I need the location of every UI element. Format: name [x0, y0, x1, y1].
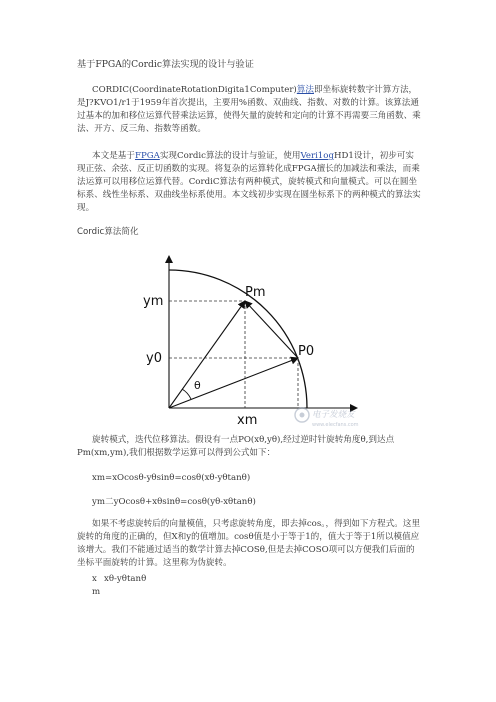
overview-text-rest: HD1设计，初步可实现正弦、余弦、反正切函数的实现。将复杂的运算转化成FPGA擅长的加减法和乘法，而乘法运算可以用移位运算代替。CordiC算法有两种模式，旋转模式和向量模式。可以在圆坐标系、线性坐标系、双曲线坐标系使用。本文线初步实现在圆坐标系下的两种模式的算法实现。: [77, 151, 421, 213]
equation-subscript-m: m: [92, 587, 101, 597]
arc-quarter-circle: [169, 270, 307, 408]
intro-text-rest: 即坐标旋转数字计算方法，是J?KVO1/r1于1959年首次提出，主要用%函数、双曲线、指数、对数的计算。该算法通过基本的加和移位运算代替乘法运算，使得矢量的旋转和定向的计算不再需要三角函数、乘法、开方、反三角、指数等函数。: [77, 85, 421, 134]
pseudo-rotation-paragraph: 如果不考虑旋转后的向量模值，只考虑旋转角度，即去掉cos。，得到如下方程式。这里旋转的角度的正确的，但X和y的值增加。cosθ值是小于等于1的，值大于等于1所以模值应该增大。我们不能通过适当的数学计算去掉COSθ,但是去掉COSO项可以方便我们后面的坐标平面旋转的计算。这里称为伪旋转。: [77, 519, 421, 568]
label-p0: P0: [298, 344, 315, 359]
vector-o0: [169, 358, 298, 408]
label-theta: θ: [194, 379, 201, 392]
rotation-diagram: [135, 250, 375, 430]
equation-ym: ym二yOcosθ+xθsinθ=cosθ(yθ-xθtanθ): [92, 497, 256, 507]
vector-0m: [245, 301, 298, 358]
section-heading: Cordic算法简化: [77, 227, 139, 237]
watermark-cn: 电子发烧友: [312, 410, 355, 420]
equation-expression: xθ-yθtanθ: [104, 574, 147, 584]
angle-arc: [182, 389, 191, 399]
label-xm: xm: [237, 413, 258, 428]
verilog-link[interactable]: Veri1og: [300, 151, 334, 161]
watermark-en: www.elecfans.com: [312, 422, 359, 428]
overview-text-prefix: 本文是基于: [92, 151, 135, 161]
overview-paragraph: [77, 150, 422, 215]
label-pm: Pm: [245, 285, 266, 300]
pseudo-rotation-subscript-line: [77, 586, 422, 599]
rotation-mode-paragraph: 旋转模式，迭代位移算法。假设有一点PO(xθ,yθ),经过逆时针旋转角度θ,到达点Pm(xm,ym),我们根据数学运算可以得到公式如下：: [77, 435, 395, 458]
vector-om: [169, 301, 245, 408]
algorithm-link[interactable]: 算法: [296, 85, 314, 95]
label-y0: y0: [146, 351, 162, 366]
pseudo-rotation-equation: [77, 573, 422, 586]
intro-paragraph: [77, 84, 422, 136]
intro-text-prefix: CORDIC(CoordinateRotationDigita1Computer): [92, 85, 297, 95]
equation-x-var: x: [92, 574, 97, 584]
document-title: 基于FPGA的Cordic算法实现的设计与验证: [77, 59, 254, 70]
watermark-logo: [295, 408, 359, 428]
fpga-link[interactable]: FPGA: [134, 151, 160, 161]
equation-xm: xm=xOcosθ-yθsinθ=cosθ(xθ-yθtanθ): [92, 473, 251, 483]
overview-text-mid: 实现Cordic算法的设计与验证，使用: [159, 151, 301, 161]
label-ym: ym: [143, 294, 164, 309]
